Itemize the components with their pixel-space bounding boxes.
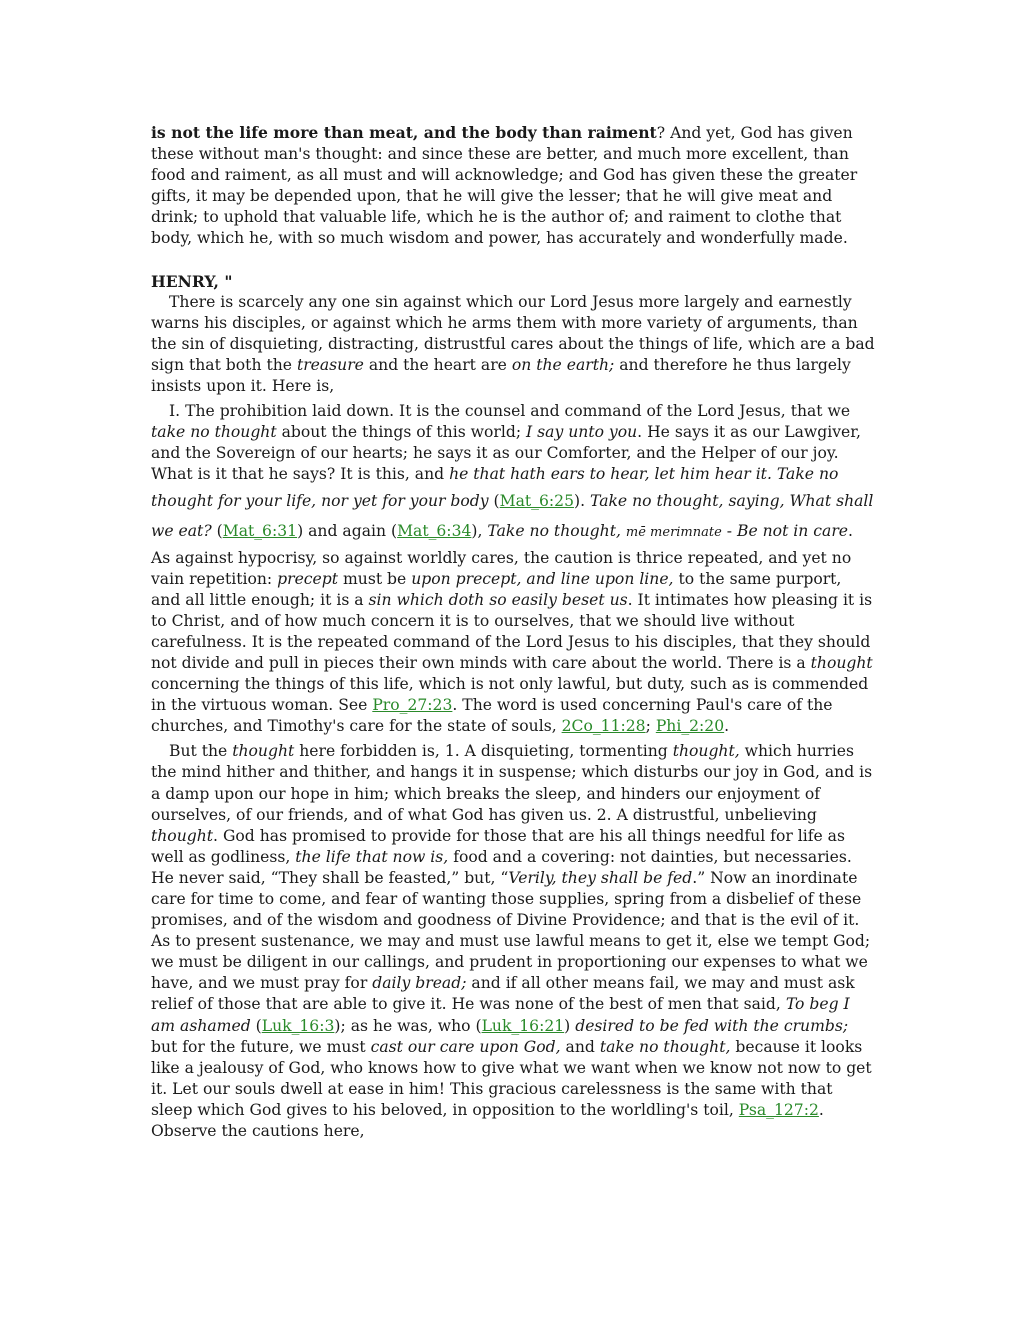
italic-phrase: sin which doth so easily beset us — [368, 590, 628, 609]
text-run: I. The prohibition laid down. It is the counsel and command of the Lord Jesus, that we — [169, 402, 851, 421]
italic-phrase: he that hath ears to hear, let him hear it. Take no thought for your life, nor yet for your body — [151, 465, 839, 510]
document-page — [151, 122, 875, 1142]
italic-phrase: thought — [151, 826, 214, 845]
text-run: and if all other means fail, we may and must ask relief of those that are able to give it. He was none of the best of men that said, — [151, 974, 855, 1014]
text-run: which hurries the mind hither and thither, and hangs it in suspense; which disturbs our joy in God, and is a damp upon our hope in him; which breaks the sleep, and hinders our enjoyment of ourselves, of our friends, and of what God has given us. 2. A distrustful, unbelieving — [151, 742, 873, 824]
text-run: . As against hypocrisy, so against worldly cares, the caution is thrice repeated, and yet no vain repetition: — [151, 521, 853, 588]
scripture-link-luk-16-21[interactable]: Luk_16:21 — [481, 1016, 565, 1035]
text-run: ), — [471, 521, 488, 540]
text-run: ( — [250, 1016, 262, 1035]
text-run: ; — [645, 717, 656, 736]
text-run: ) and again ( — [297, 521, 398, 540]
scripture-link-mat-6-34[interactable]: Mat_6:34 — [397, 521, 472, 540]
text-run: . — [724, 717, 730, 736]
italic-phrase: thought — [232, 742, 295, 761]
paragraph-intro — [151, 122, 875, 250]
scripture-link-mat-6-31[interactable]: Mat_6:31 — [222, 521, 298, 540]
text-run: .” Now an inordinate care for time to come, and fear of wanting those supplies, spring from a disbelief of these promises, and of the wisdom and goodness of Divine Providence; and that is the evil of it. As to present sustenance, we may and must use lawful means to get it, else we tempt God; we must be diligent in our callings, and prudent in proportioning our expenses to what we have, and we must pray for — [151, 868, 871, 993]
italic-phrase: desired to be fed with the crumbs; — [575, 1016, 849, 1035]
text-run: ). — [574, 491, 590, 510]
italic-phrase: take no thought, — [599, 1037, 731, 1056]
italic-phrase: daily bread; — [372, 974, 467, 993]
text-run: must be — [338, 569, 412, 588]
italic-phrase: the life that now is, — [295, 847, 449, 866]
italic-phrase: take no thought — [151, 423, 277, 442]
text-run: here forbidden is, 1. A disquieting, tormenting — [294, 742, 673, 761]
greek-transliteration: mē merimnate — [625, 524, 722, 540]
italic-phrase: To beg I am ashamed — [151, 995, 850, 1035]
text-run: - — [721, 521, 737, 540]
text-run: ( — [211, 521, 223, 540]
italic-phrase: Verily, they shall be fed — [508, 868, 693, 887]
italic-phrase: treasure — [296, 355, 364, 374]
paragraph-henry — [151, 292, 875, 397]
text-run: concerning the things of this life, which is not only lawful, but duty, such as is commended in the virtuous woman. See — [151, 675, 869, 715]
italic-phrase: Take no thought, — [487, 521, 621, 540]
text-run: about the things of this world; — [276, 423, 527, 442]
text-run: food and a covering: not dainties, but necessaries. He never said, “They shall be feasted,” but, “ — [151, 847, 852, 887]
text-run: . God has promised to provide for those that are his all things needful for life as well as godliness, — [151, 826, 845, 866]
scripture-link-phi-2-20[interactable]: Phi_2:20 — [655, 717, 725, 736]
text-run: ) — [564, 1016, 576, 1035]
scripture-link-2co-11-28[interactable]: 2Co_11:28 — [561, 717, 646, 736]
text-run: to the same purport, and all little enough; it is a — [151, 569, 842, 609]
text-run: and the heart are — [363, 355, 512, 374]
paragraph-forbidden-thought — [151, 741, 875, 1142]
scripture-link-psa-127-2[interactable]: Psa_127:2 — [738, 1100, 819, 1119]
text-run: and therefore he thus largely insists upon it. Here is, — [151, 355, 851, 396]
italic-phrase: I say unto you — [526, 423, 638, 442]
italic-phrase: on the earth; — [511, 355, 615, 374]
italic-phrase: Be not in care — [737, 521, 848, 540]
text-run: . He says it as our Lawgiver, and the Sovereign of our hearts; he says it as our Comforter, and the Helper of our joy. What is it that he says? It is this, and — [151, 423, 861, 484]
text-run: . The word is used concerning Paul's care of the churches, and Timothy's care for the state of souls, — [151, 696, 833, 736]
italic-phrase: thought, — [672, 742, 740, 761]
italic-phrase: upon precept, and line upon line, — [411, 569, 674, 588]
italic-phrase: precept — [277, 569, 339, 588]
italic-phrase: cast our care upon God, — [370, 1037, 561, 1056]
text-run: but for the future, we must — [151, 1037, 371, 1056]
scripture-link-pro-27-23[interactable]: Pro_27:23 — [372, 696, 453, 715]
italic-phrase: Take no thought, saying, What shall we eat? — [151, 491, 874, 540]
text-run: because it looks like a jealousy of God, who knows how to give what we want when we know not now to get it. Let our souls dwell at ease in him! This gracious carelessness is the same with that sleep which God gives to his beloved, in opposition to the worldling's toil, — [151, 1037, 872, 1119]
section-heading: HENRY, " — [151, 271, 233, 291]
paragraph-prohibition — [151, 401, 875, 737]
text-run: and — [560, 1037, 600, 1056]
text-run: . It intimates how pleasing it is to Christ, and of how much concern it is to ourselves, that we should live without carefulness. It is the repeated command of the Lord Jesus to his disciples, that they should not divide and pull in pieces their own minds with care about the world. There is a — [151, 590, 873, 672]
scripture-link-luk-16-3[interactable]: Luk_16:3 — [261, 1016, 335, 1035]
text-run: ); as he was, who ( — [334, 1016, 482, 1035]
bold-phrase: is not the life more than meat, and the body than raiment — [151, 123, 657, 142]
text-run: ? And yet, God has given these without man's thought: and since these are better, and much more excellent, than food and raiment, as all must and will acknowledge; and God has given these the greater gifts, it may be depended upon, that he will give the lesser; that he will give meat and drink; to uphold that valuable life, which he is the author of; and raiment to clothe that body, which he, with so much wisdom and power, has accurately and wonderfully made. — [151, 124, 858, 248]
text-run: There is scarcely any one sin against which our Lord Jesus more largely and earnestly warns his disciples, or against which he arms them with more variety of arguments, than the sin of disquieting, distracting, distrustful cares about the things of life, which are a bad sign that both the — [151, 292, 875, 374]
scripture-link-mat-6-25[interactable]: Mat_6:25 — [499, 491, 574, 510]
text-run: But the — [169, 742, 233, 761]
text-run: . Observe the cautions here, — [151, 1100, 824, 1141]
italic-phrase: thought — [810, 653, 873, 672]
text-run: ( — [488, 491, 500, 510]
